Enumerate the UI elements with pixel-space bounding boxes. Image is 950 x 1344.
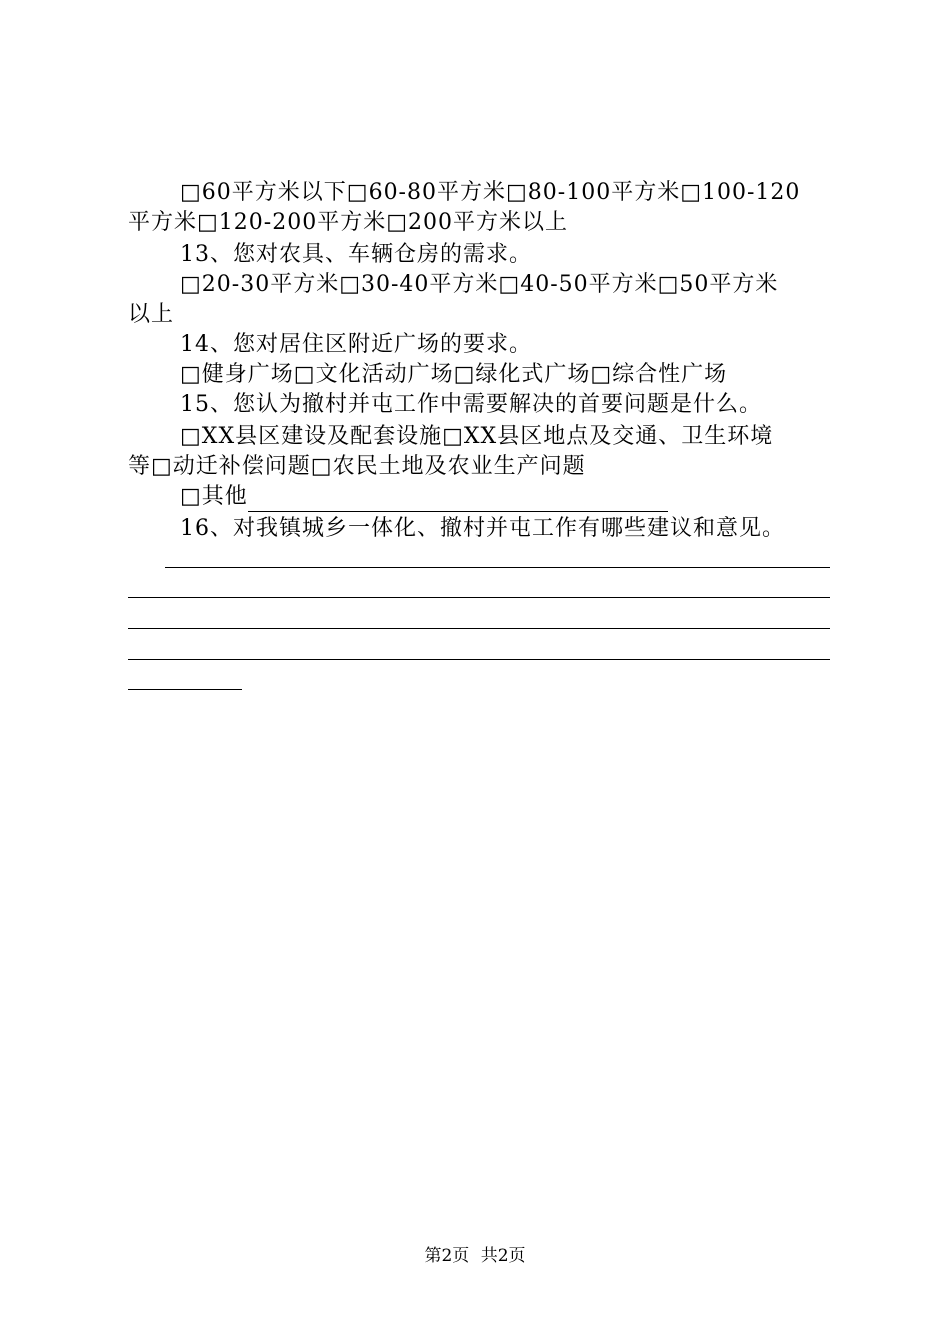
question-13	[180, 240, 532, 270]
answer-rule-4	[128, 659, 830, 660]
question-14-text: 14、您对居住区附近广场的要求。	[180, 332, 532, 357]
q12-options-line-1	[180, 178, 830, 208]
q15-options-text-1: □XX县区建设及配套设施□XX县区地点及交通、卫生环境	[180, 424, 774, 449]
q15-other-label: □其他	[180, 484, 248, 509]
q14-options-text: □健身广场□文化活动广场□绿化式广场□综合性广场	[180, 362, 728, 387]
question-15-text: 15、您认为撤村并屯工作中需要解决的首要问题是什么。	[180, 392, 762, 417]
question-14	[180, 330, 532, 360]
q13-options-text-1: □20-30平方米□30-40平方米□40-50平方米□50平方米	[180, 272, 779, 297]
q13-options-text-2: 以上	[128, 302, 175, 327]
question-16	[180, 514, 785, 544]
answer-rule-3	[128, 628, 830, 629]
question-13-text: 13、您对农具、车辆仓房的需求。	[180, 242, 532, 267]
question-15	[180, 390, 762, 420]
q15-options-text-2: 等□动迁补偿问题□农民土地及农业生产问题	[128, 454, 586, 479]
q12-options-text-2: 平方米□120-200平方米□200平方米以上	[128, 210, 568, 235]
q15-other-blank	[248, 489, 668, 512]
answer-rule-2	[128, 597, 830, 598]
q15-other-line	[180, 482, 668, 512]
q13-options-line-2	[128, 300, 174, 330]
q15-options-line-2	[128, 452, 586, 482]
page-footer	[0, 1244, 950, 1268]
page-number-label: 第2页	[424, 1246, 470, 1266]
q12-options-text-1: □60平方米以下□60-80平方米□80-100平方米□100-120	[180, 180, 801, 205]
q15-options-line-1	[180, 422, 830, 452]
question-16-text: 16、对我镇城乡一体化、撤村并屯工作有哪些建议和意见。	[180, 516, 785, 541]
q12-options-line-2	[128, 208, 568, 238]
q14-options-line	[180, 360, 727, 390]
answer-rule-5	[128, 689, 242, 690]
page-total-label: 共2页	[480, 1246, 526, 1266]
q13-options-line-1	[180, 270, 830, 300]
answer-rule-1	[165, 567, 830, 568]
